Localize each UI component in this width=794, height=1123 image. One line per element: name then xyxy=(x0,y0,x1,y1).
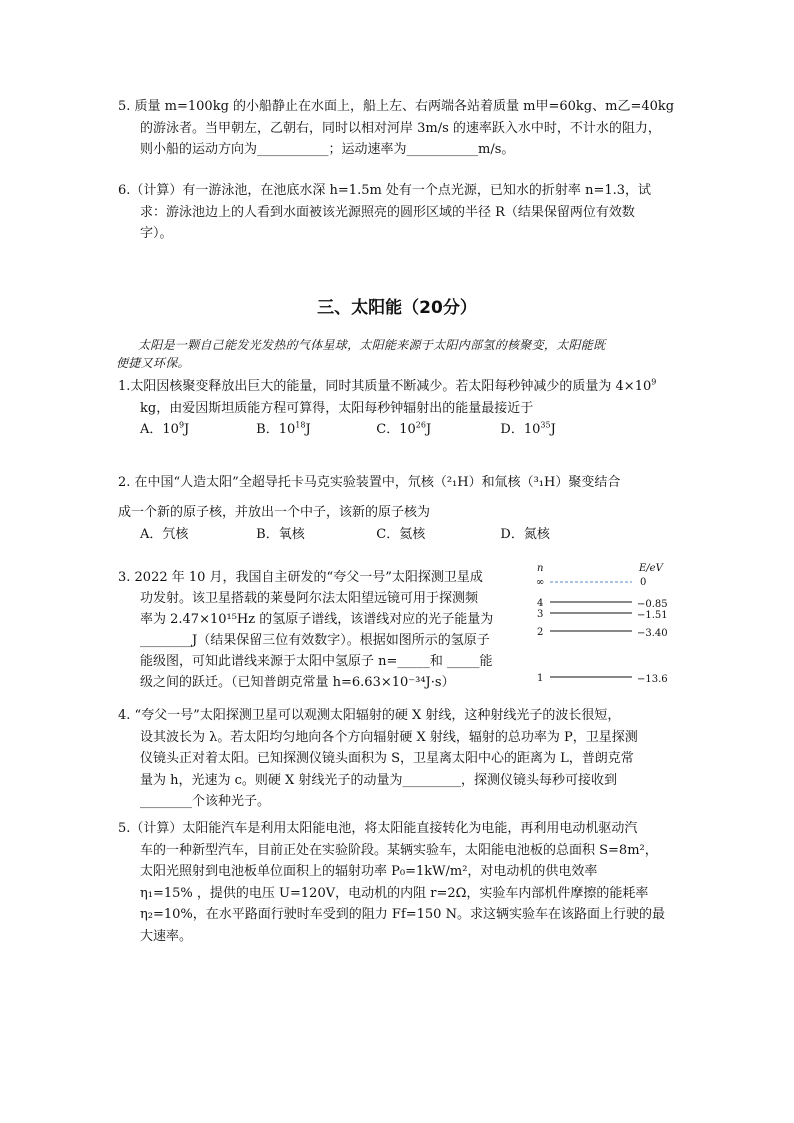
s1-option-d: D．$10^{35}J$ xyxy=(500,420,556,437)
s2-option-a: A．氕核 xyxy=(140,527,189,542)
s4-line3: 仪镜头正对着太阳。已知探测仪镜头面积为 S，卫星离太阳中心的距离为 L，普朗克常 xyxy=(140,751,634,766)
q6-line3: 字）。 xyxy=(140,226,173,241)
s5-line4: η₁=15% ，提供的电压 U=120V，电动机的内阻 r=2Ω，实验车内部机件摩擦的能耗率 xyxy=(140,885,649,901)
s5-line5: η₂=10%，在水平路面行驶时车受到的阻力 Ff=150 N。求这辆实验车在该路面上行驶的最 xyxy=(140,907,665,922)
s4-line2: 设其波长为 λ。若太阳均匀地向各个方向辐射硬 X 射线，辐射的总功率为 P，卫星探测 xyxy=(140,729,638,745)
q5-line1: 5. 质量 m=100kg 的小船静止在水面上，船上左、右两端各站着质量 m甲=60kg、m乙=40kg xyxy=(118,99,675,114)
s2-option-d: D．氮核 xyxy=(500,527,550,542)
s2-line2: 成一个新的原子核，并放出一个中子，该新的原子核为 xyxy=(118,505,431,520)
s4-line4: 量为 h，光速为 c。则硬 X 射线光子的动量为_________，探测仪镜头每秒可接收到 xyxy=(140,772,617,788)
s1-option-b: B．$10^{18}J$ xyxy=(256,420,311,437)
level-e-4: −0.85 xyxy=(637,599,668,610)
s1-line2: kg，由爱因斯坦质能方程可算得，太阳每秒钟辐射出的能量最接近于 xyxy=(140,400,534,416)
solar-question-4 xyxy=(118,705,678,813)
level-e-1: −13.6 xyxy=(637,674,668,685)
question-6-top xyxy=(118,180,678,245)
s2-options xyxy=(118,526,678,544)
s1-line1-exponent: 9 xyxy=(651,377,657,387)
hydrogen-energy-level-diagram xyxy=(532,560,682,690)
level-e-inf: 0 xyxy=(640,577,647,588)
level-n-1: 1 xyxy=(537,673,544,684)
q6-line1: 6.（计算）有一游泳池，在池底水深 h=1.5m 处有一个点光源，已知水的折射率 n=1.3，试 xyxy=(118,183,652,198)
s5-line2: 车的一种新型汽车，目前正处在实验阶段。某辆实验车，太阳能电池板的总面积 S=8m²， xyxy=(140,842,658,858)
diagram-energy-label: E/eV xyxy=(639,563,663,574)
s5-line1: 5.（计算）太阳能汽车是利用太阳能电池，将太阳能直接转化为电能，再利用电动机驱动汽 xyxy=(118,821,638,836)
s1-option-a: A．$10^9J$ xyxy=(140,420,190,437)
s3-line6: 级之间的跃迁。（已知普朗克常量 h=6.63×10⁻³⁴J·s） xyxy=(140,675,455,690)
section-intro xyxy=(116,336,683,372)
s5-line6: 大速率。 xyxy=(140,928,193,944)
intro-line1: 太阳是一颗自己能发光发热的气体星球，太阳能来源于太阳内部氢的核聚变，太阳能既 xyxy=(138,338,606,352)
level-n-inf: ∞ xyxy=(536,577,545,588)
s4-line1: 4. “夸父一号”太阳探测卫星可以观测太阳辐射的硬 X 射线，这种射线光子的波长很短， xyxy=(118,708,621,723)
intro-line2: 便捷又环保。 xyxy=(116,356,190,370)
s3-line1: 3. 2022 年 10 月，我国自主研发的“夸父一号”太阳探测卫星成 xyxy=(118,570,483,585)
q5-line3: 则小船的运动方向为___________；运动速率为___________m/s。 xyxy=(140,142,515,157)
q6-line2: 求：游泳池边上的人看到水面被该光源照亮的圆形区域的半径 R（结果保留两位有效数 xyxy=(140,204,635,220)
level-n-4: 4 xyxy=(537,598,544,609)
s2-option-c: C．氦核 xyxy=(376,527,426,542)
solar-question-1 xyxy=(118,376,678,441)
level-n-2: 2 xyxy=(537,627,544,638)
s3-line2: 功发射。该卫星搭载的莱曼阿尔法太阳望远镜可用于探测频 xyxy=(140,591,479,606)
s4-line5: ________个该种光子。 xyxy=(140,794,271,809)
s2-option-b: B．氧核 xyxy=(256,527,305,542)
diagram-n-label: n xyxy=(537,563,544,574)
solar-question-3 xyxy=(118,567,528,693)
s3-line4: ________J（结果保留三位有效数字）。根据如图所示的氢原子 xyxy=(140,633,490,648)
level-e-2: −3.40 xyxy=(637,628,668,639)
s3-line5: 能级图，可知此谱线来源于太阳中氢原子 n=_____和 _____能 xyxy=(140,654,493,669)
q5-line2: 的游泳者。当甲朝左，乙朝右，同时以相对河岸 3m/s 的速率跃入水中时，不计水的阻力， xyxy=(140,120,661,136)
s5-line3: 太阳光照射到电池板单位面积上的辐射功率 P₀=1kW/m²，对电动机的供电效率 xyxy=(140,864,598,879)
s1-options xyxy=(118,419,678,441)
question-5-top xyxy=(118,96,678,161)
s1-line1: 1.太阳因核聚变释放出巨大的能量，同时其质量不断减少。若太阳每秒钟减少的质量为 4×10 xyxy=(118,379,652,394)
s3-line3: 率为 2.47×10¹⁵Hz 的氢原子谱线，该谱线对应的光子能量为 xyxy=(140,612,494,627)
level-n-3: 3 xyxy=(537,609,544,620)
s1-option-c: C．$10^{26}J$ xyxy=(376,420,432,437)
solar-question-2 xyxy=(118,470,678,544)
section-title: 三、太阳能（20分） xyxy=(317,298,477,318)
level-e-3: −1.51 xyxy=(637,610,668,621)
solar-question-5 xyxy=(118,818,678,947)
s2-line1: 2. 在中国“人造太阳”全超导托卡马克实验装置中，氘核（²₁H）和氚核（³₁H）聚变结合 xyxy=(118,475,621,490)
